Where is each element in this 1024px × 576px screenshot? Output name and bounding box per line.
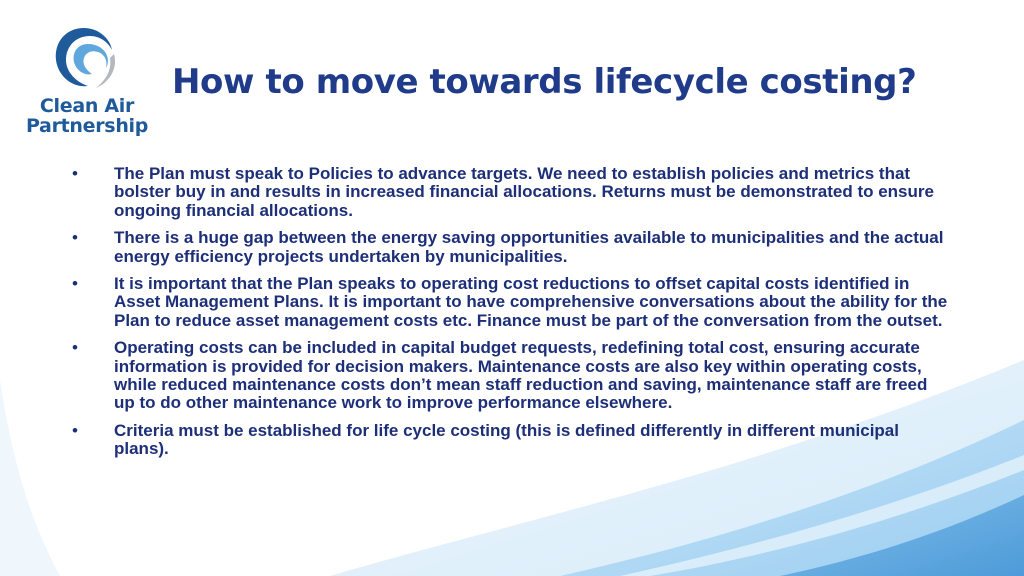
bullet-marker: • <box>72 274 78 294</box>
bullet-text: Operating costs can be included in capital budget requests, redefining total cost, ensuring accurate information is provided for decision makers. Maintenance costs are also key within operating costs, while reduced maintenance costs don’t mean staff reduction and saving, maintenance staff are freed up to do other maintenance work to improve performance elsewhere. <box>114 338 928 413</box>
bullet-text: It is important that the Plan speaks to operating cost reductions to offset capital costs identified in Asset Management Plans. It is important to have comprehensive conversations about the ability for the Plan to reduce asset management costs etc. Finance must be part of the conversation from the outset. <box>114 274 948 330</box>
clean-air-partnership-logo <box>22 24 152 144</box>
bullet-marker: • <box>72 228 78 248</box>
logo-line-2: Partnership <box>25 115 149 137</box>
bullet-item <box>72 229 952 266</box>
bullet-text: There is a huge gap between the energy saving opportunities available to municipalities and the actual energy efficiency projects undertaken by municipalities. <box>114 228 944 266</box>
slide-title: How to move towards lifecycle costing? <box>172 62 917 102</box>
bullet-item <box>72 165 952 220</box>
bullet-marker: • <box>72 164 78 183</box>
bullet-marker: • <box>72 420 78 440</box>
swirl-logo-icon <box>48 24 120 94</box>
bullet-text: The Plan must speak to Policies to advance targets. We need to establish policies and metrics that bolster buy in and results in increased financial allocations. Returns must be demonstrated to ensure ongoing financial allocations. <box>114 164 934 220</box>
bullet-item <box>72 275 952 330</box>
bullet-item <box>72 422 952 459</box>
bullet-list <box>72 165 952 468</box>
bullet-item <box>72 339 952 413</box>
bullet-text: Criteria must be established for life cycle costing (this is defined differently in different municipal plans). <box>114 420 899 459</box>
logo-wordmark <box>22 96 152 136</box>
wave-band-edge <box>0 380 60 576</box>
logo-line-1: Clean Air <box>39 95 135 117</box>
bullet-marker: • <box>72 338 78 358</box>
